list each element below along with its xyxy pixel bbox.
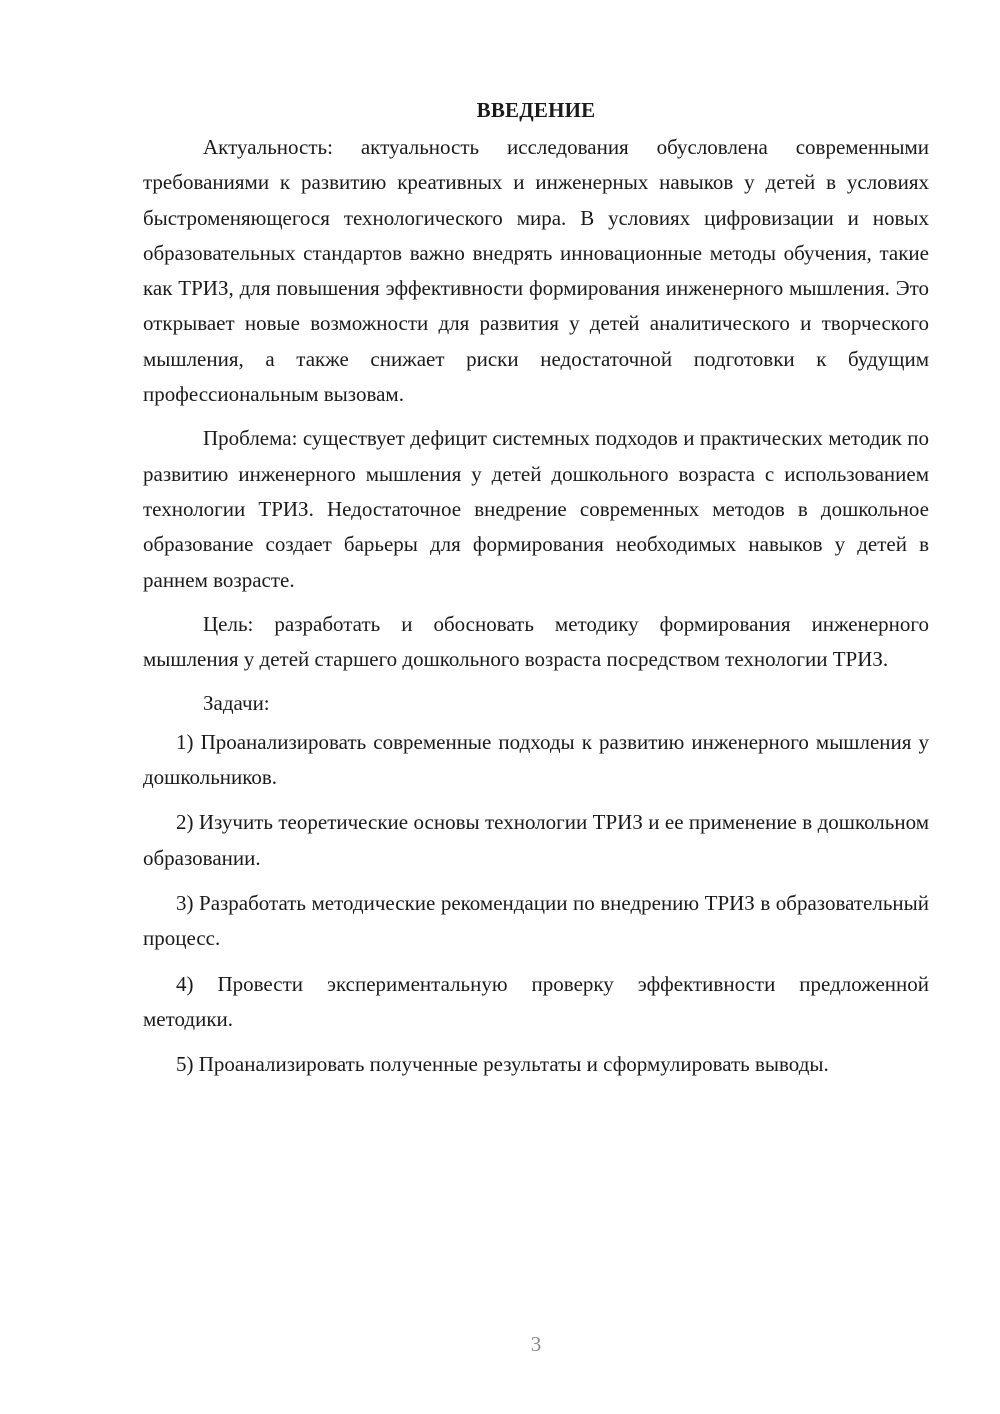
paragraph-relevance: Актуальность: актуальность исследования обусловлена современными требованиями к развитию креативных и инженерных навыков у детей в условиях быстроменяющегося технологического мира. В условиях цифровизации и новых образовательных стандартов важно внедрять инновационные методы обучения, такие как ТРИЗ, для повышения эффективности формирования инженерного мышления. Это открывает новые возможности для развития у детей аналитического и творческого мышления, а также снижает риски недостаточной подготовки к будущим профессиональным вызовам. xyxy=(143,135,929,407)
paragraph-problem: Проблема: существует дефицит системных подходов и практических методик по развитию инженерного мышления у детей дошкольного возраста с использованием технологии ТРИЗ. Недостаточное внедрение современных методов в дошкольное образование создает барьеры для формирования необходимых навыков у детей в раннем возрасте. xyxy=(143,426,929,592)
task-item-3: 3) Разработать методические рекомендации по внедрению ТРИЗ в образовательный процесс. xyxy=(143,890,929,951)
paragraph-goal: Цель: разработать и обосновать методику формирования инженерного мышления у детей старшего дошкольного возраста посредством технологии ТРИЗ. xyxy=(143,611,929,672)
task-item-5: 5) Проанализировать полученные результаты и сформулировать выводы. xyxy=(176,1052,829,1077)
paragraph-tasks-heading: Задачи: xyxy=(203,691,270,716)
document-title: ВВЕДЕНИЕ xyxy=(476,98,596,122)
task-item-1: 1) Проанализировать современные подходы к развитию инженерного мышления у дошкольников. xyxy=(143,729,929,790)
page-number: 3 xyxy=(530,1332,542,1356)
task-item-2: 2) Изучить теоретические основы технологии ТРИЗ и ее применение в дошкольном образовании. xyxy=(143,810,929,870)
document-page xyxy=(143,92,929,1082)
task-item-4: 4) Провести экспериментальную проверку эффективности предложенной методики. xyxy=(143,971,929,1031)
